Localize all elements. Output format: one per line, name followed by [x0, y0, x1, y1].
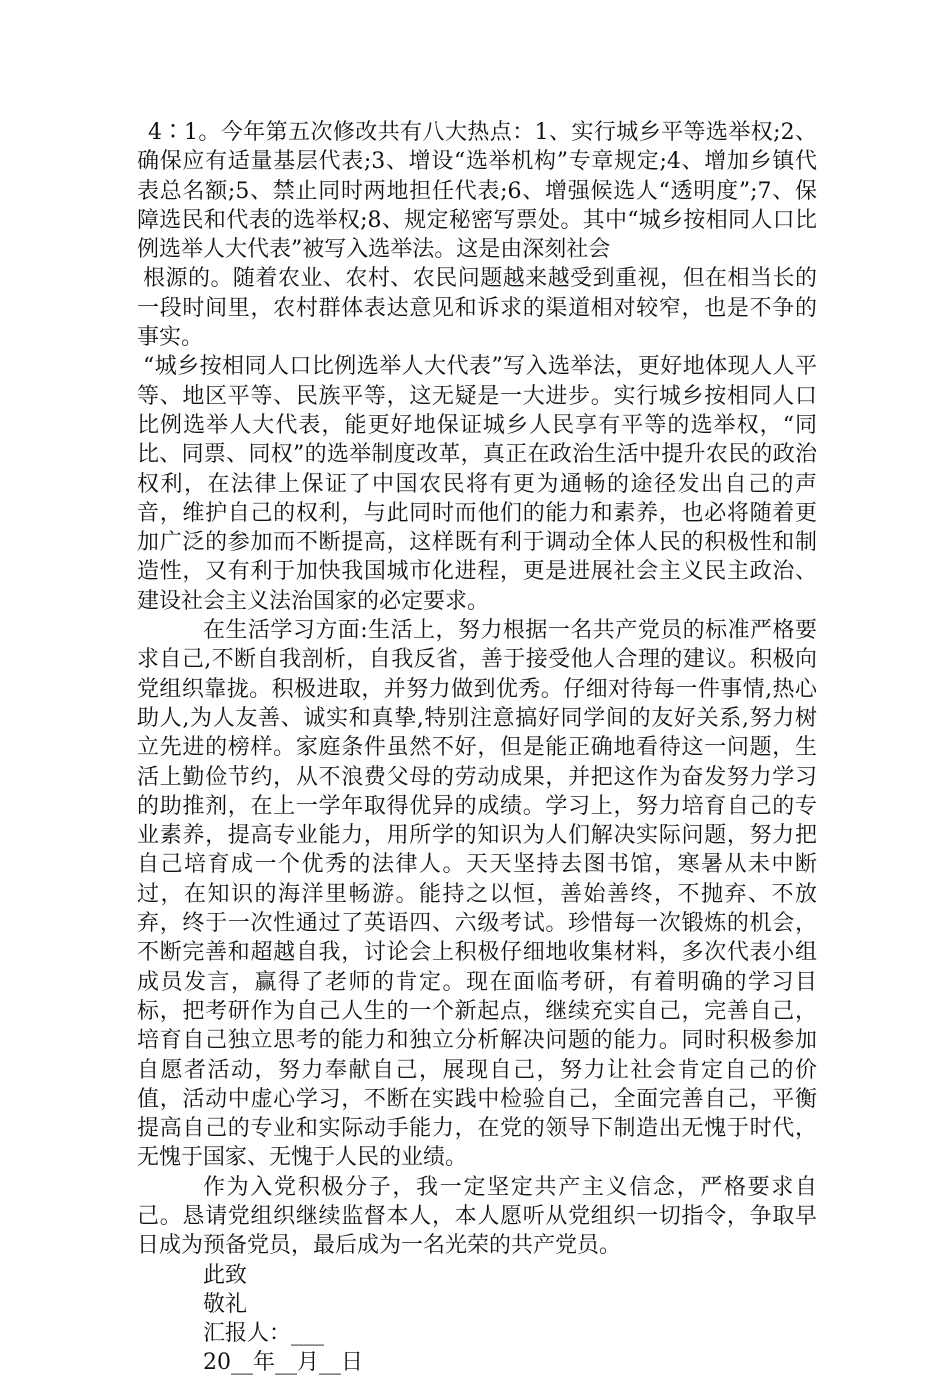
closing-regards: 敬礼	[203, 1291, 248, 1317]
date-line: 20__年__月__日	[203, 1350, 363, 1376]
paragraph-life-and-study: 在生活学习方面:生活上，努力根据一名共产党员的标准严格要求自己,不断自我剖析，自我反省，善于接受他人合理的建议。积极向党组织靠拢。积极进取，并努力做到优秀。仔细对待每一件事情,热心助人,为人友善、诚实和真挚,特别注意搞好同学间的友好关系,努力树立先进的榜样。家庭条件虽然不好，但是能正确地看待这一问题，生活上勤俭节约，从不浪费父母的劳动成果，并把这作为奋发努力学习的助推剂，在上一学年取得优异的成绩。学习上，努力培育自己的专业素养，提高专业能力，用所学的知识为人们解决实际问题，努力把自己培育成一个优秀的法律人。天天坚持去图书馆，寒暑从未中断过，在知识的海洋里畅游。能持之以恒，善始善终，不抛弃、不放弃，终于一次性通过了英语四、六级考试。珍惜每一次锻炼的机会，不断完善和超越自我，讨论会上积极仔细地收集材料，多次代表小组成员发言，赢得了老师的肯定。现在面临考研，有着明确的学习目标，把考研作为自己人生的一个新起点，继续充实自己，完善自己，培育自己独立思考的能力和独立分析解决问题的能力。同时积极参加自愿者活动，努力奉献自己，展现自己，努力让社会肯定自己的价值，活动中虚心学习，不断在实践中检验自己，全面完善自己，平衡提高自己的专业和实际动手能力，在党的领导下制造出无愧于时代，无愧于国家、无愧于人民的业绩。	[137, 618, 817, 1171]
paragraph-election-law-hotspots: 4∶1。今年第五次修改共有八大热点：1、实行城乡平等选举权;2、确保应有适量基层代表;3、增设“选举机构”专章规定;4、增加乡镇代表总名额;5、禁止同时两地担任代表;6、增强候选人“透明度”;7、保障选民和代表的选举权;8、规定秘密写票处。其中“城乡按相同人口比例选举人大代表”被写入选举法。这是由深刻社会	[137, 120, 817, 263]
paragraph-rural-voice: 根源的。随着农业、农村、农民问题越来越受到重视，但在相当长的一段时间里，农村群体表达意见和诉求的渠道相对较窄，也是不争的事实。	[137, 266, 817, 351]
paragraph-commitment: 作为入党积极分子，我一定坚定共产主义信念，严格要求自己。恳请党组织继续监督本人，本人愿听从党组织一切指令，争取早日成为预备党员，最后成为一名光荣的共产党员。	[137, 1174, 817, 1259]
paragraph-equal-representation: “城乡按相同人口比例选举人大代表”写入选举法，更好地体现人人平等、地区平等、民族平等，这无疑是一大进步。实行城乡按相同人口比例选举人大代表，能更好地保证城乡人民享有平等的选举权，“同比、同票、同权”的选举制度改革，真正在政治生活中提升农民的政治权利，在法律上保证了中国农民将有更为通畅的途径发出自己的声音，维护自己的权利，与此同时而他们的能力和素养，也必将随着更加广泛的参加而不断提高，这样既有利于调动全体人民的积极性和制造性，又有利于加快我国城市化进程，更是进展社会主义民主政治、建设社会主义法治国家的必定要求。	[137, 354, 817, 614]
closing-salutation: 此致	[203, 1262, 248, 1288]
document-body	[137, 118, 817, 1378]
reporter-signature-line: 汇报人：___	[203, 1321, 325, 1347]
